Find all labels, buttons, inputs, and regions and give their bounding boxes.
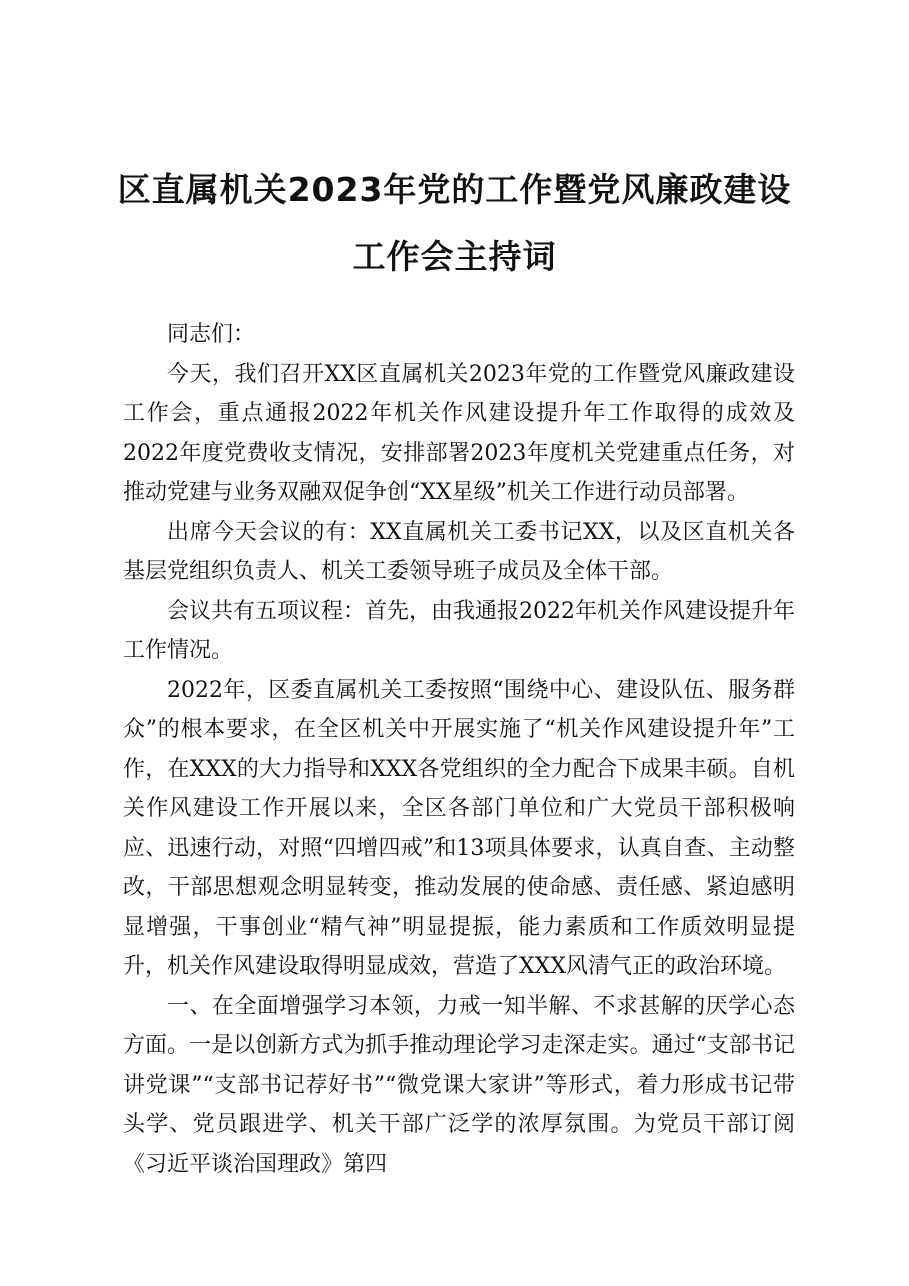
opening-paragraph: 今天，我们召开XX区直属机关2023年党的工作暨党风廉政建设工作会，重点通报2022年机关作风建设提升年工作取得的成效及2022年度党费收支情况，安排部署2023年度机关党建重点任务，对推动党建与业务双融双促争创“XX星级”机关工作进行动员部署。 — [123, 361, 795, 505]
section-one-paragraph: 一、在全面增强学习本领，力戒一知半解、不求甚解的厌学心态方面。一是以创新方式为抓手推动理论学习走深走实。通过“支部书记讲党课”“支部书记荐好书”“微党课大家讲”等形式，着力形成书记带头学、党员跟进学、机关干部广泛学的浓厚氛围。为党员干部订阅《习近平谈治国理政》第四 — [123, 993, 795, 1177]
salutation-paragraph: 同志们： — [167, 322, 256, 347]
document-title-line-1: 区直属机关2023年党的工作暨党风廉政建设 — [117, 170, 792, 209]
attendees-paragraph: 出席今天会议的有：XX直属机关工委书记XX，以及区直机关各基层党组织负责人、机关工委领导班子成员及全体干部。 — [123, 519, 795, 584]
summary-2022-paragraph: 2022年，区委直属机关工委按照“围绕中心、建设队伍、服务群众”的根本要求，在全区机关中开展实施了“机关作风建设提升年”工作，在XXX的大力指导和XXX各党组织的全力配合下成果丰硕。自机关作风建设工作开展以来，全区各部门单位和广大党员干部积极响应、迅速行动，对照“四增四戒”和13项具体要求，认真自查、主动整改，干部思想观念明显转变，推动发展的使命感、责任感、紧迫感明显增强，干事创业“精气神”明显提振，能力素质和工作质效明显提升，机关作风建设取得明显成效，营造了XXX风清气正的政治环境。 — [123, 677, 795, 979]
document-title-line-2: 工作会主持词 — [352, 237, 557, 276]
document-body — [123, 315, 795, 1184]
agenda-paragraph: 会议共有五项议程：首先，由我通报2022年机关作风建设提升年工作情况。 — [123, 598, 795, 663]
